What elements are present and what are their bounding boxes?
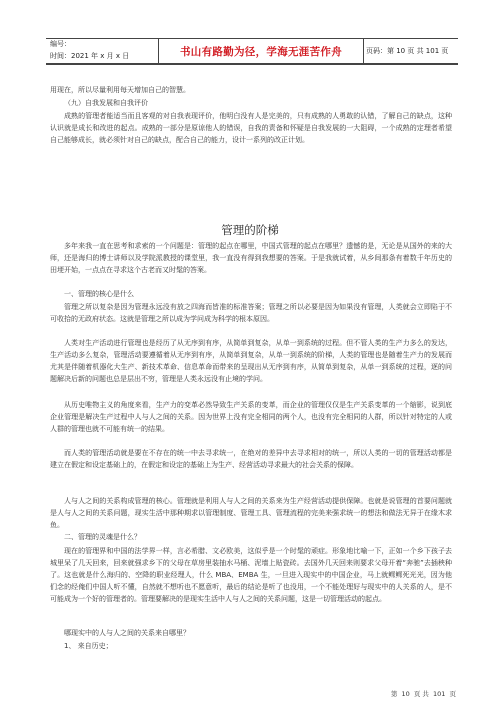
header-meta: [46, 39, 158, 63]
list-item-1: 1、 来自历史；: [64, 642, 113, 650]
section-heading-2: 二、管理的灵魂是什么？: [64, 533, 141, 541]
header-page-cell: [362, 39, 458, 63]
header-motto-cell: [158, 39, 364, 63]
section-heading-1: 一、管理的核心是什么: [64, 290, 134, 298]
intro-paragraph-2: 成熟的管理者能适当而且客观的对自我表现评价，他明白没有人是完美的，只有成熟的人勇敢的认错，了解自己的缺点，这种认识就是成长和改进的起点。成熟的一部分是原谅他人的错误，自我的责备和怀疑是自我发展的一大阻碍，一个成熟的定理者希望自己能够成长，就必须针对自己的缺点，配合自己的能力，设计一系列的改正计划。: [50, 112, 452, 144]
footer-mid: 页 共: [413, 690, 429, 698]
footer-page-number: 10: [401, 690, 410, 698]
section-heading-9: （九）自我发展和自我评价: [64, 99, 148, 107]
header-time-label: 时间：2021 年 x 月 x 日: [50, 52, 130, 60]
footer-total-pages: 101: [433, 690, 446, 698]
article-paragraph-6: 人与人之间的关系构成管理的核心。管理就是利用人与人之间的关系来为生产经营活动提供保障。也就是说管理的首要问题就是人与人之间的关系问题，现实生活中那种期求以管理制度、管理工具、管理流程的完美来强求统一的想法和做法无异于在缘木求鱼。: [50, 497, 452, 529]
footer-suffix: 页: [449, 690, 456, 698]
question-line: 哪现实中的人与人之间的关系来自哪里？: [64, 629, 190, 637]
header-number-label: 编号：: [50, 40, 71, 48]
article-paragraph-2: 管理之所以复杂是因为管理永远没有放之四海而皆准的标准答案；管理之所以必要是因为如果没有管理，人类就会立即陷于不可收拾的无政府状态。这就是管理之所以成为学问成为科学的根本原因。: [50, 303, 452, 323]
article-paragraph-4: 从历史唯物主义的角度来看，生产力的变革必然导致生产关系的变革，而企业的管理仅仅是生产关系变革的一个缩影，说到底企业管理是解决生产过程中人与人之间的关系。因为世界上没有完全相同的两个人，也没有完全相同的人群，所以针对特定的人或人群的管理也就不可能有统一的结果。: [50, 401, 452, 433]
article-paragraph-7: 现在的管理界和中国的法学界一样，言必希腊、文必欧美，这似乎是一个时髦的顽症。形象地比喻一下，正如一个乡下孩子去城里呆了几天回来，回来就强求乡下的父母在草房里装抽水马桶、泥墙上贴瓷砖。去国外几天回来则要求父母开着“奔驰”去插秧种了。这也就是什么海归的、空降的职业经理人，什么 MBA、EMBA 生，一旦进入现实中的中国企业，马上就鳏鳏死光光，因为他们念的经俺们中国人听不懂，自然就不想听也不愿意听，最后的结论是听了也没用，一个不能处理好与现实中的人关系的人，是不可能成为一个好的管理者的。管理要解决的是现实生活中人与人之间的关系问题，这是一切管理活动的起点。: [50, 547, 452, 603]
header-page-info: 页码：第 10 页 共 101 页: [366, 47, 449, 55]
header-divider: [46, 64, 458, 65]
footer-prefix: 第: [390, 690, 398, 698]
article-paragraph-3: 人类对生产活动进行管理也是经历了从无序到有序，从简单到复杂，从单一到系统的过程。但不管人类的生产力多么的发达，生产活动多么复杂，管理活动要遵循着从无序到有序，从简单到复杂，从单一到系统的阶梯，人类的管理也是随着生产力的发展而尤其是伴随着机器化大生产、新技术革命、信息革命而带来的呈现出从无序到有序，从简单到复杂，从单一到系统的过程，逐的问题解决后新的问题也总是层出不穷，管理是人类永远没有止境的学问。: [50, 339, 452, 383]
intro-paragraph-1: 用现在，所以尽量利用每天增加自己的智慧。: [50, 86, 190, 94]
page-footer: [0, 689, 500, 698]
article-paragraph-5: 而人类的管理活动就是要在不存在的统一中去寻求统一，在绝对的差异中去寻求相对的统一，所以人类的一切的管理活动都是建立在假定和设定基础上的，在假定和设定的基础上为生产、经营活动寻求最大的社会关系的保障。: [50, 449, 452, 469]
header-motto: 书山有路勤为径，学海无涯苦作舟: [180, 46, 342, 58]
article-title: 管理的阶梯: [221, 223, 279, 237]
page-header: [46, 38, 458, 64]
article-paragraph-1: 多年来我一直在思考和求索的一个问题是：管理的起点在哪里，中国式管理的起点在哪里？遗憾的是，无论是从国外的来的大师，还是海归的博士讲师以及学院派教授的课堂里，我一直没有得到我想要的答案。于是我就试着，从乡间那条有着数千年历史的田埂开始，一点点在寻求这个古老而又时髦的答案。: [50, 242, 452, 274]
